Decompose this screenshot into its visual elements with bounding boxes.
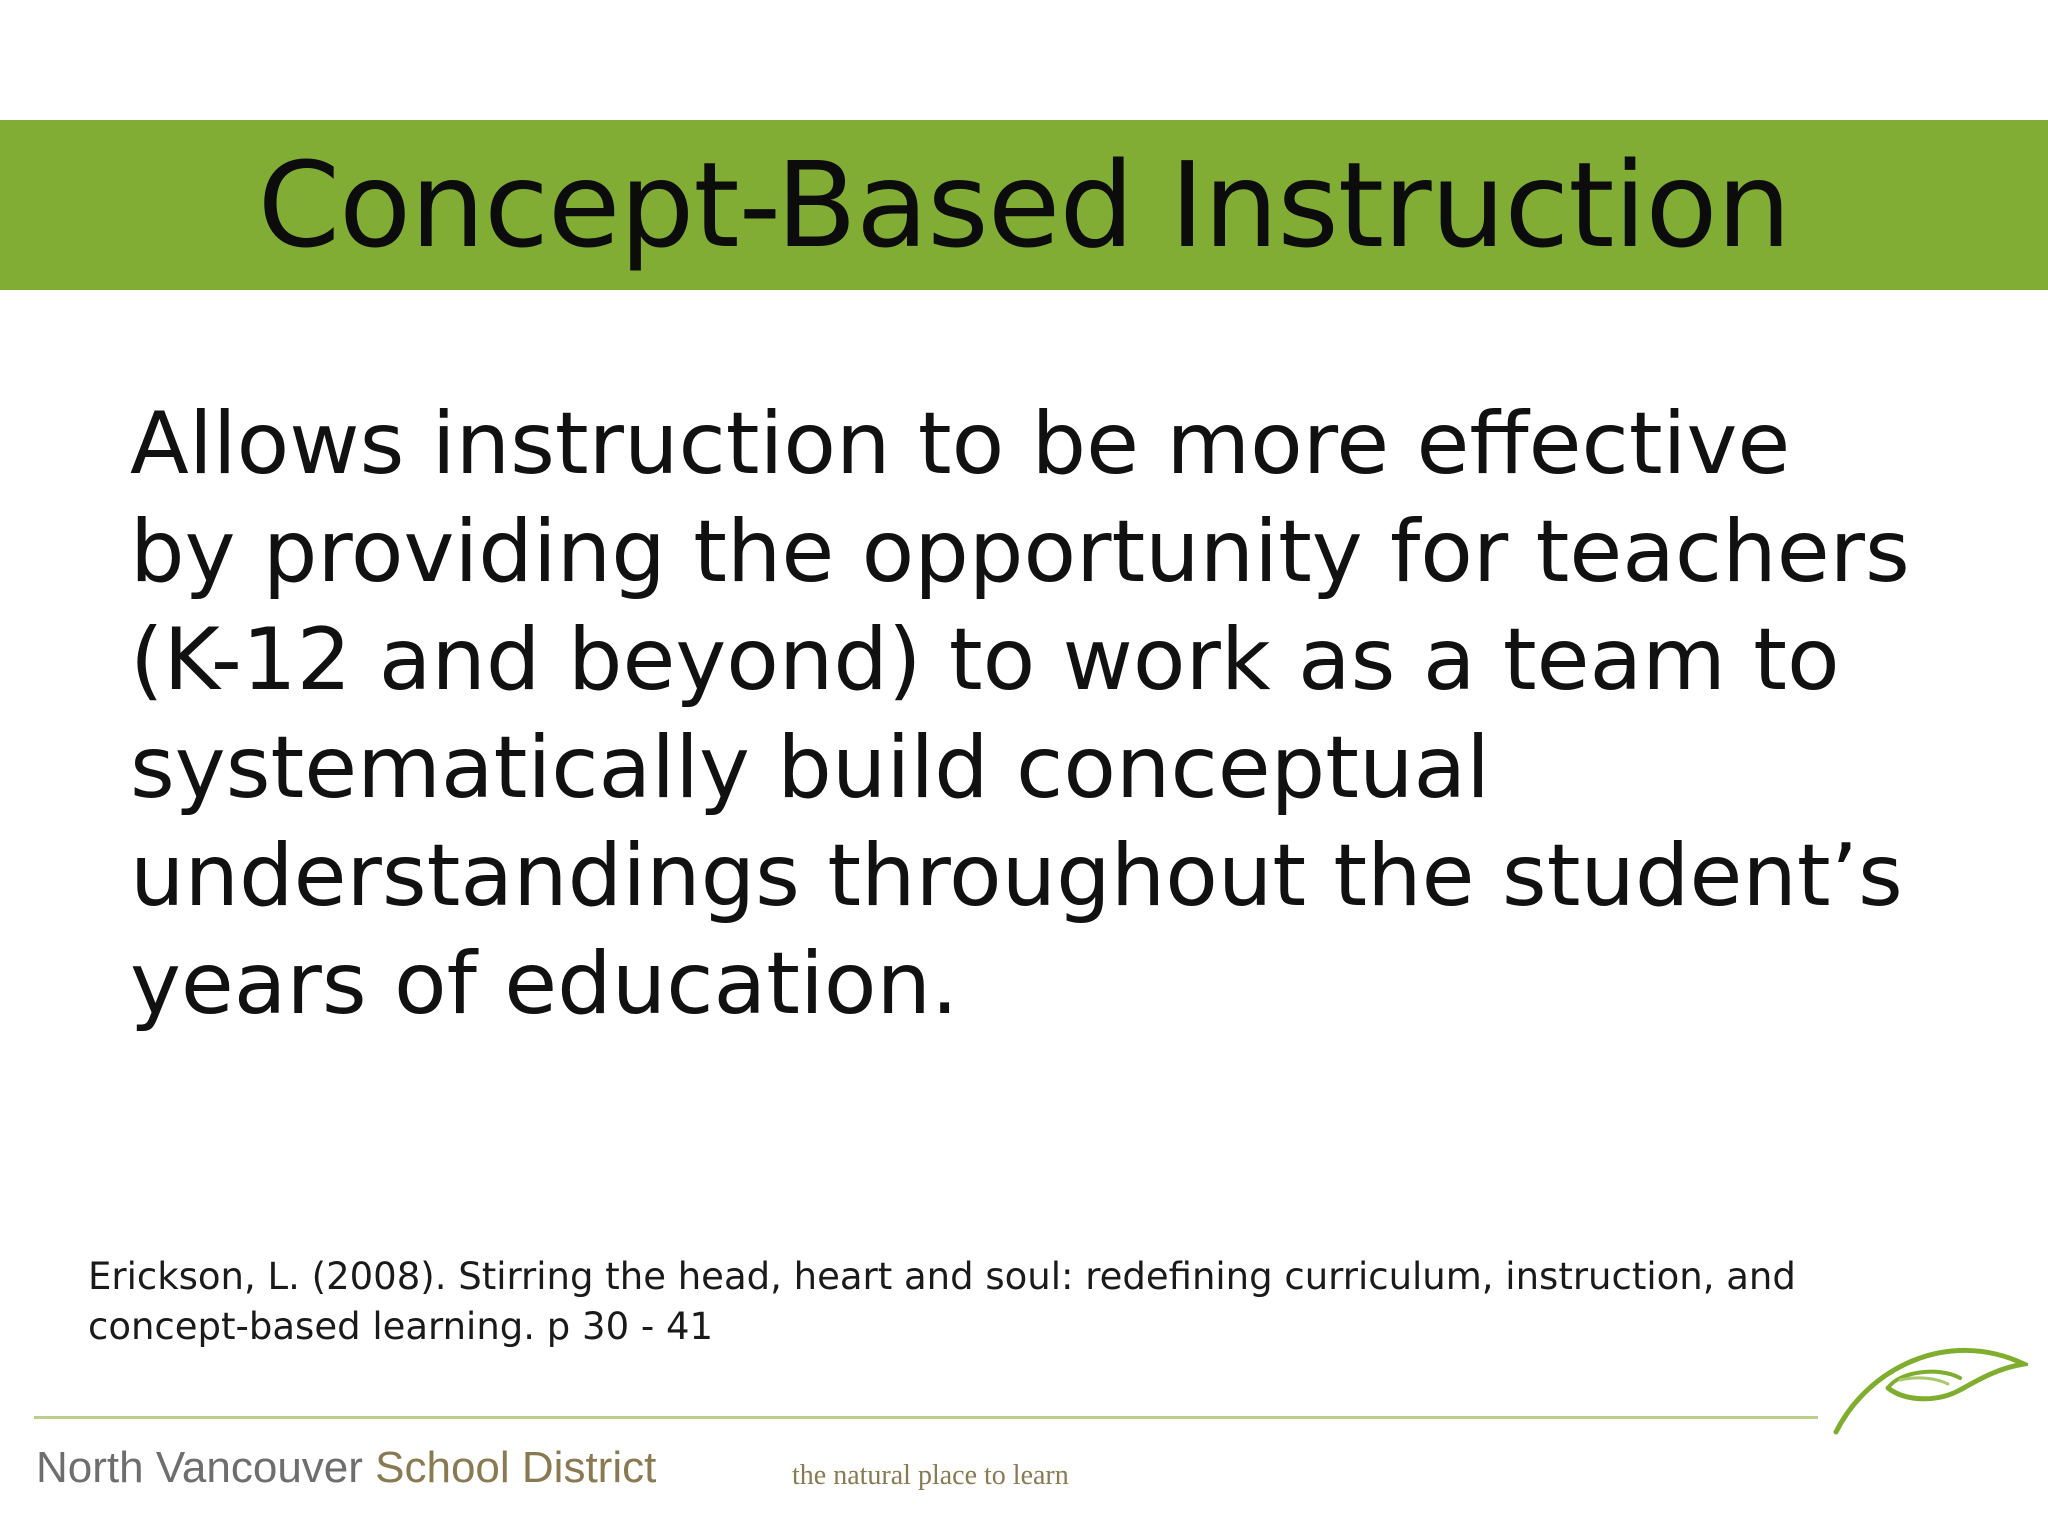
citation-line: Erickson, L. (2008). Stirring the head, heart and soul: redefining curriculum, instruction, and — [88, 1255, 1796, 1298]
body-line: by providing the opportunity for teachers — [130, 502, 1910, 602]
district-name — [36, 1440, 656, 1496]
leaf-icon — [1828, 1328, 2028, 1438]
citation-line: concept-based learning. p 30 - 41 — [88, 1305, 714, 1348]
body-line: (K-12 and beyond) to work as a team to — [130, 610, 1840, 710]
tagline: the natural place to learn — [792, 1460, 1069, 1491]
district-name-part1: North Vancouver — [36, 1443, 376, 1492]
district-name-part2: School District — [375, 1443, 657, 1492]
slide-title: Concept-Based Instruction — [257, 136, 1791, 274]
body-line: Allows instruction to be more effective — [130, 394, 1791, 494]
body-text — [130, 390, 1930, 1038]
citation — [88, 1252, 1848, 1352]
body-line: understandings throughout the student’s — [130, 826, 1903, 926]
body-line: systematically build conceptual — [130, 718, 1491, 818]
title-bar — [0, 120, 2048, 290]
body-line: years of education. — [130, 934, 959, 1034]
footer-divider — [34, 1416, 1818, 1419]
